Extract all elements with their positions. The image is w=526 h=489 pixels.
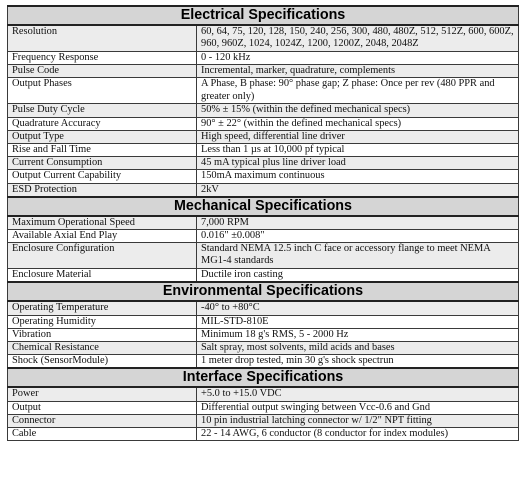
spec-value: -40° to +80°C [197, 301, 519, 315]
spec-value: 0 - 120 kHz [197, 52, 519, 65]
spec-value: 1 meter drop tested, min 30 g's shock spectrun [197, 355, 519, 369]
spec-label: Operating Temperature [8, 301, 197, 315]
spec-row [8, 355, 519, 369]
spec-value: 50% ± 15% (within the defined mechanical specs) [197, 104, 519, 117]
spec-row [8, 230, 519, 243]
spec-value: 60, 64, 75, 120, 128, 150, 240, 256, 300, 480, 480Z, 512, 512Z, 600, 600Z, 960, 960Z, 1024, 1024Z, 1200, 1200Z, 2048, 2048Z [197, 25, 519, 52]
spec-value: 45 mA typical plus line driver load [197, 157, 519, 170]
spec-value: 7,000 RPM [197, 216, 519, 230]
spec-value: 150mA maximum continuous [197, 170, 519, 183]
spec-row [8, 269, 519, 283]
spec-row [8, 216, 519, 230]
spec-value: Less than 1 µs at 10,000 pf typical [197, 144, 519, 157]
spec-row [8, 401, 519, 414]
spec-value: 10 pin industrial latching connector w/ 1/2" NPT fitting [197, 414, 519, 427]
spec-label: Maximum Operational Speed [8, 216, 197, 230]
spec-value: Incremental, marker, quadrature, complements [197, 65, 519, 78]
spec-value: Ductile iron casting [197, 269, 519, 283]
spec-label: Current Consumption [8, 157, 197, 170]
spec-label: Vibration [8, 328, 197, 341]
section-header [8, 368, 519, 387]
section-header [8, 197, 519, 216]
section-header [8, 282, 519, 301]
spec-table [7, 5, 519, 441]
spec-label: Enclosure Configuration [8, 243, 197, 269]
spec-label: Enclosure Material [8, 269, 197, 283]
spec-value: Salt spray, most solvents, mild acids and bases [197, 342, 519, 355]
spec-value: +5.0 to +15.0 VDC [197, 387, 519, 401]
section-title: Mechanical Specifications [8, 197, 519, 216]
spec-row [8, 301, 519, 315]
spec-value: MIL-STD-810E [197, 315, 519, 328]
spec-label: Output Type [8, 130, 197, 143]
spec-label: Quadrature Accuracy [8, 117, 197, 130]
spec-label: Power [8, 387, 197, 401]
spec-row [8, 328, 519, 341]
spec-row [8, 387, 519, 401]
spec-row [8, 104, 519, 117]
spec-label: Frequency Response [8, 52, 197, 65]
spec-value: 0.016" ±0.008" [197, 230, 519, 243]
spec-row [8, 25, 519, 52]
spec-row [8, 414, 519, 427]
spec-label: Connector [8, 414, 197, 427]
spec-value: A Phase, B phase: 90° phase gap; Z phase: Once per rev (480 PPR and greater only) [197, 78, 519, 104]
spec-row [8, 183, 519, 197]
section-title: Electrical Specifications [8, 6, 519, 25]
spec-row [8, 117, 519, 130]
spec-row [8, 342, 519, 355]
spec-value: Standard NEMA 12.5 inch C face or accessory flange to meet NEMA MG1-4 standards [197, 243, 519, 269]
section-title: Interface Specifications [8, 368, 519, 387]
spec-row [8, 170, 519, 183]
spec-label: Shock (SensorModule) [8, 355, 197, 369]
spec-label: Chemical Resistance [8, 342, 197, 355]
spec-label: Output [8, 401, 197, 414]
spec-label: Operating Humidity [8, 315, 197, 328]
spec-row [8, 52, 519, 65]
spec-label: Pulse Code [8, 65, 197, 78]
spec-row [8, 78, 519, 104]
spec-value: 2kV [197, 183, 519, 197]
spec-value: 22 - 14 AWG, 6 conductor (8 conductor for index modules) [197, 428, 519, 441]
spec-row [8, 315, 519, 328]
spec-row [8, 243, 519, 269]
spec-label: Output Current Capability [8, 170, 197, 183]
spec-row [8, 130, 519, 143]
spec-value: 90° ± 22° (within the defined mechanical specs) [197, 117, 519, 130]
spec-row [8, 65, 519, 78]
spec-label: ESD Protection [8, 183, 197, 197]
section-header [8, 6, 519, 25]
spec-label: Available Axial End Play [8, 230, 197, 243]
spec-label: Output Phases [8, 78, 197, 104]
spec-row [8, 144, 519, 157]
spec-label: Pulse Duty Cycle [8, 104, 197, 117]
spec-value: High speed, differential line driver [197, 130, 519, 143]
spec-label: Resolution [8, 25, 197, 52]
spec-label: Rise and Fall Time [8, 144, 197, 157]
spec-row [8, 157, 519, 170]
spec-value: Differential output swinging between Vcc-0.6 and Gnd [197, 401, 519, 414]
spec-row [8, 428, 519, 441]
spec-value: Minimum 18 g's RMS, 5 - 2000 Hz [197, 328, 519, 341]
spec-label: Cable [8, 428, 197, 441]
section-title: Environmental Specifications [8, 282, 519, 301]
